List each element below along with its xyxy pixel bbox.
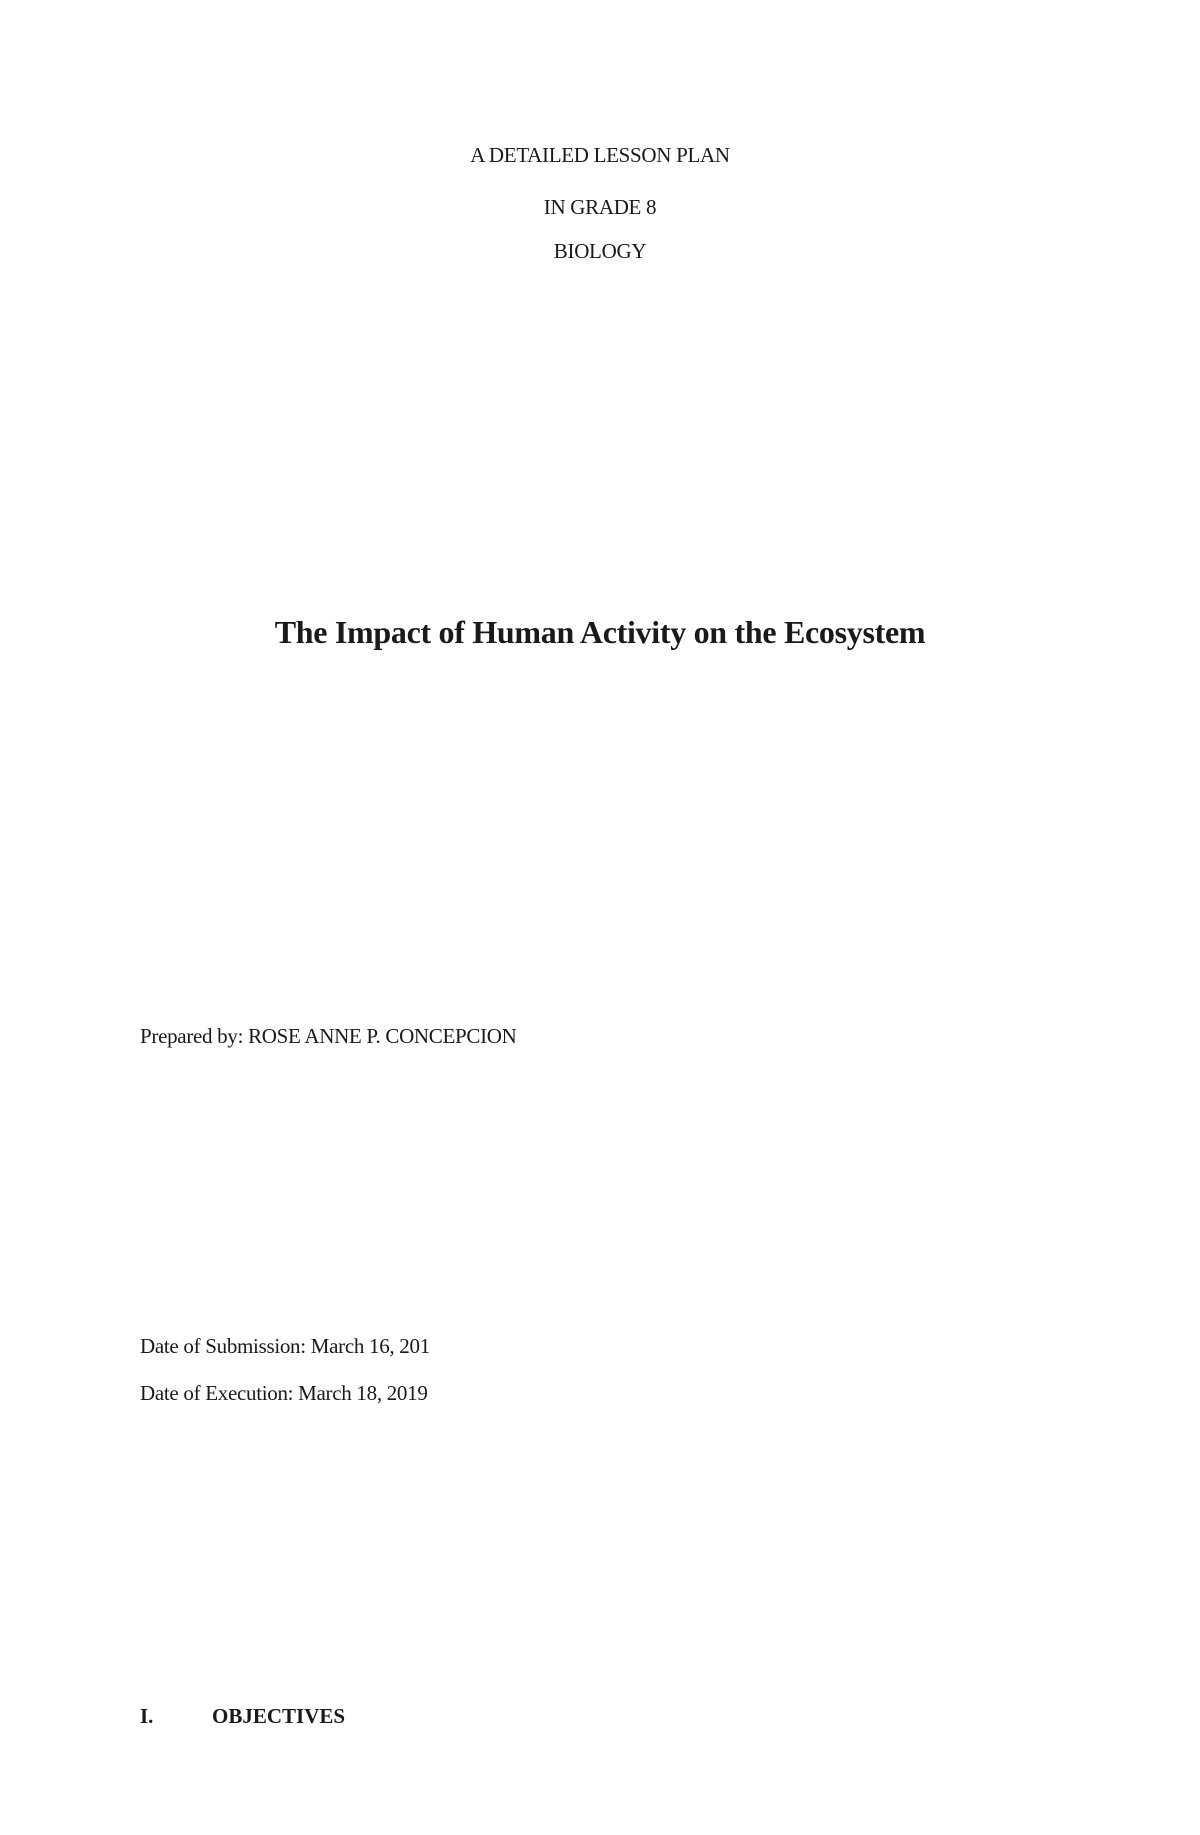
section-number: I. <box>140 1704 154 1728</box>
lesson-plan-heading: A DETAILED LESSON PLAN <box>470 143 730 167</box>
section-title: OBJECTIVES <box>212 1704 346 1728</box>
prepared-by: Prepared by: ROSE ANNE P. CONCEPCION <box>140 1024 517 1048</box>
date-of-submission: Date of Submission: March 16, 201 <box>140 1334 430 1358</box>
grade-heading: IN GRADE 8 <box>543 195 657 219</box>
date-of-execution: Date of Execution: March 18, 2019 <box>140 1381 428 1405</box>
section-heading-objectives <box>140 1704 345 1729</box>
document-title: The Impact of Human Activity on the Ecosystem <box>274 614 926 650</box>
subject-heading: BIOLOGY <box>553 239 647 263</box>
